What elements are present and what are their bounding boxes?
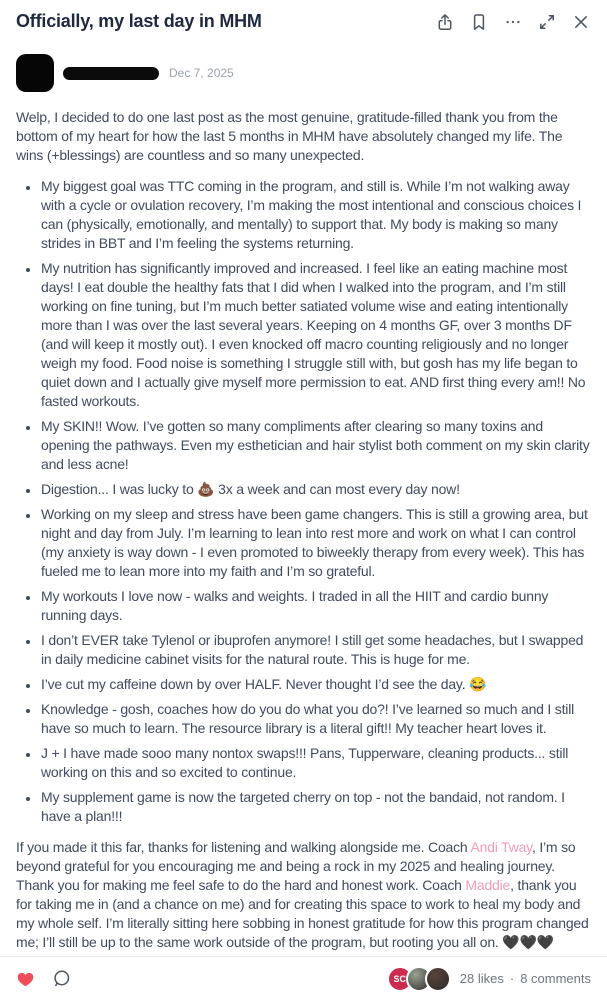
post-date: Dec 7, 2025 — [169, 66, 234, 80]
bullet-item: • My SKIN!! Wow. I’ve gotten so many compliments after clearing so many toxins and opening the pathways. Even my esthetician and hair stylist both comment on my skin clarity and less acne! — [40, 417, 590, 474]
bullet-item: • I’ve cut my caffeine down by over HALF. Never thought I’d see the day. 😂 — [40, 675, 590, 694]
like-button[interactable] — [16, 970, 35, 988]
bullet-item: • My workouts I love now - walks and weights. I traded in all the HIIT and cardio bunny running days. — [40, 587, 590, 625]
author-name-redacted[interactable] — [63, 67, 159, 80]
engagement-counts — [460, 971, 591, 986]
comments-count[interactable]: 8 comments — [520, 971, 591, 986]
closing-text-segment: If you made it this far, thanks for listening and walking alongside me. Coach — [16, 839, 471, 855]
post-footer — [0, 956, 607, 1000]
author-avatar-redacted[interactable] — [16, 54, 54, 92]
reactor-avatar-initials[interactable]: SC — [387, 966, 413, 992]
closing-text-segment: , thank you for taking me in (and a chance on me) and for creating this space to work to heal my body and my whole self. I’m literally sitting here sobbing in honest gratitude for how this program changed me; I’ll still be up to the same work outside of the program, but rooting you all on. 🖤🖤🖤 — [16, 877, 589, 950]
expand-icon — [538, 13, 556, 31]
bullet-item: • My biggest goal was TTC coming in the program, and still is. While I’m not walking away with a cycle or ovulation recovery, I’m making the most intentional and conscious choices I can (physically, emotionally, and mentally) to support that. My body is making so many strides in BBT and I’m feeling the systems returning. — [40, 177, 590, 253]
expand-button[interactable] — [538, 13, 556, 31]
post-intro-paragraph: Welp, I decided to do one last post as the most genuine, gratitude-filled thank you from the bottom of my heart for how the last 5 months in MHM have absolutely changed my life. The wins (+blessings) are countless and so many unexpected. — [16, 109, 563, 163]
bookmark-icon — [470, 13, 488, 31]
post-title: Officially, my last day in MHM — [16, 11, 262, 31]
ellipsis-icon — [504, 13, 522, 31]
close-button[interactable] — [572, 13, 590, 31]
likes-count[interactable]: 28 likes — [459, 971, 504, 986]
share-icon — [436, 13, 454, 31]
bullet-item: • My nutrition has significantly improved and increased. I feel like an eating machine most days! I eat double the healthy fats that I did when I walked into the program, and I’m still working on fine tuning, but I’m much better satiated volume wise and eating intentionally more than I was over the last several years. Keeping on 4 months GF, over 3 months DF (and will keep it mostly out). I even knocked off macro counting religiously and no longer weigh my food. Food noise is something I struggle still with, but gosh has my life began to quiet down and I actually give myself more permission to eat. AND first thing every am!! No fasted workouts. — [40, 259, 590, 411]
bullet-item: • My supplement game is now the targeted cherry on top - not the bandaid, not random. I have a plan!!! — [40, 788, 590, 826]
close-icon — [572, 13, 590, 31]
coach-mention-link[interactable]: Maddie — [465, 877, 511, 893]
bullet-item: • Knowledge - gosh, coaches how do you do what you do?! I’ve learned so much and I still have so much to learn. The resource library is a literal gift!! My teacher heart loves it. — [40, 700, 590, 738]
bullet-item: • J + I have made sooo many nontox swaps!!! Pans, Tupperware, cleaning products... still working on this and so excited to continue. — [40, 744, 590, 782]
post-closing-paragraph — [16, 838, 590, 952]
comment-button[interactable] — [52, 969, 71, 988]
footer-reaction-buttons — [16, 969, 71, 988]
share-button[interactable] — [436, 13, 454, 31]
coach-mention-link[interactable]: Andi Tway — [470, 839, 532, 855]
comment-bubble-icon — [52, 969, 71, 988]
dot-separator: · — [509, 971, 515, 986]
post-bullet-list — [16, 177, 590, 826]
heart-icon — [16, 970, 35, 988]
bookmark-button[interactable] — [470, 13, 488, 31]
modal-header — [16, 10, 590, 33]
footer-engagement — [387, 966, 591, 992]
bullet-item: • Digestion... I was lucky to 💩 3x a week and can most every day now! — [40, 480, 590, 499]
more-options-button[interactable] — [504, 13, 522, 31]
bullet-item: • I don’t EVER take Tylenol or ibuprofen anymore! I still get some headaches, but I swapped in daily medicine cabinet visits for the natural route. This is huge for me. — [40, 631, 590, 669]
header-actions — [436, 10, 590, 31]
post-body — [16, 108, 590, 952]
reactor-avatars[interactable] — [387, 966, 451, 992]
author-row — [16, 54, 590, 92]
closing-text-segment: , I’m so beyond grateful for you encouraging me and being a rock in my 2025 and healing journey. Thank you for making me feel safe to do the hard and honest work. Coach — [16, 839, 576, 893]
reactor-avatar-photo[interactable] — [425, 966, 451, 992]
bullet-item: • Working on my sleep and stress have been game changers. This is still a growing area, but night and day from July. I’m learning to lean into rest more and work on what I can control (my anxiety is way down - I even promoted to biweekly therapy from every week). This has fueled me to lean more into my faith and I’m so grateful. — [40, 505, 590, 581]
